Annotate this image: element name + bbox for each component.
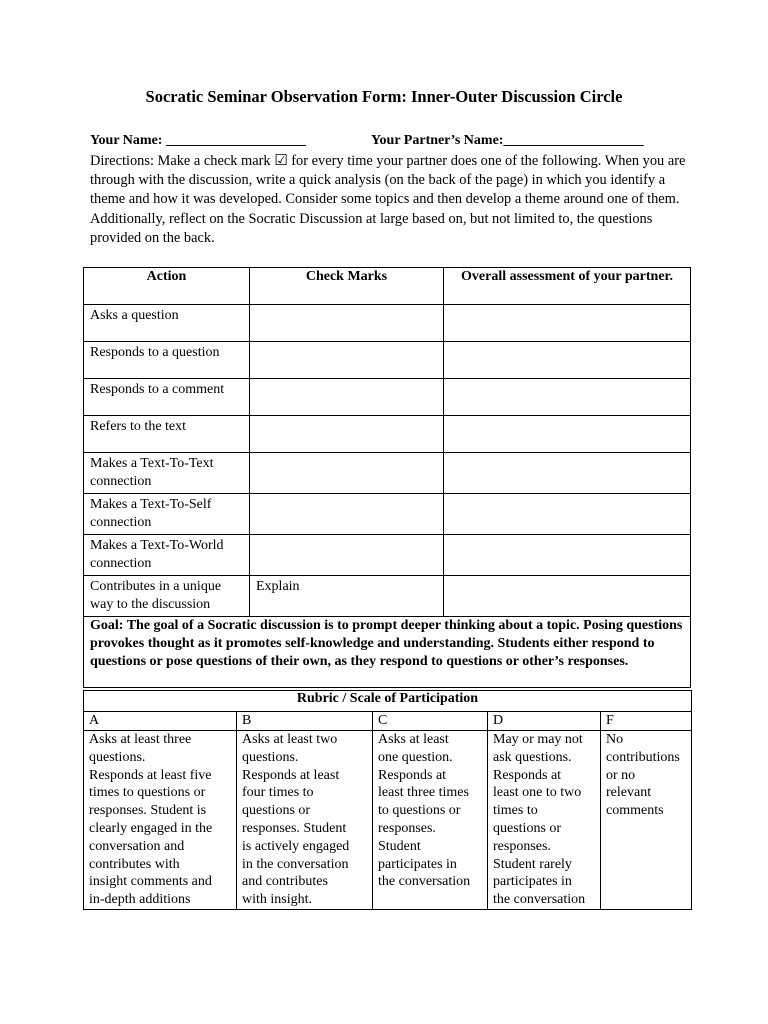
description-line: responses. Student is	[89, 803, 207, 819]
action-cell: Asks a question	[84, 305, 250, 342]
description-line: Responds at	[378, 767, 447, 783]
action-cell: Makes a Text-To-Text connection	[84, 453, 250, 494]
description-line: questions.	[242, 749, 299, 765]
description-line: least three times	[378, 785, 469, 801]
description-line: or no	[606, 767, 636, 783]
description-line: Responds at	[493, 767, 562, 783]
table-row	[84, 342, 691, 379]
action-cell: Responds to a question	[84, 342, 250, 379]
description-line: four times to	[242, 785, 314, 801]
observation-table	[83, 267, 691, 688]
description-line: and contributes	[242, 874, 328, 890]
description-line: participates in	[493, 874, 572, 890]
check-cell[interactable]	[250, 342, 444, 379]
directions-text	[90, 151, 690, 248]
rubric-title-row	[84, 691, 692, 712]
action-cell: Contributes in a unique way to the discussion	[84, 576, 250, 617]
description-line: responses. Student	[242, 820, 347, 836]
table-row	[84, 494, 691, 535]
description-line: the conversation	[493, 892, 586, 908]
assessment-cell[interactable]	[444, 305, 691, 342]
directions-rest: for every time your partner does one of the following. When you are through with the discussion, write a quick analysis (on the back of the page) in which you identify a theme and how it was developed. Consider some topics and then develop a theme around one of them. Additionally, reflect on the Socratic Discussion at large based on, but not limited to, the questions provided on the back.	[90, 153, 686, 246]
checkbox-icon: ☑	[274, 151, 288, 169]
assessment-cell[interactable]	[444, 576, 691, 617]
grade-b-description	[237, 731, 373, 910]
description-line: Asks at least	[378, 732, 449, 747]
description-line: times to questions or	[89, 785, 206, 801]
description-line: Student rarely	[493, 856, 572, 872]
description-line: with insight.	[242, 892, 313, 908]
description-line: clearly engaged in the	[89, 820, 213, 836]
check-cell[interactable]: Explain	[250, 576, 444, 617]
rubric-title: Rubric / Scale of Participation	[84, 691, 692, 712]
check-cell[interactable]	[250, 535, 444, 576]
goal-row	[84, 617, 691, 688]
assessment-cell[interactable]	[444, 453, 691, 494]
description-line: questions or	[493, 820, 562, 836]
grade-d-description	[488, 731, 601, 910]
directions-start: Directions: Make a check mark	[90, 153, 275, 169]
form-title: Socratic Seminar Observation Form: Inner-Outer Discussion Circle	[145, 87, 623, 106]
description-line: the conversation	[378, 874, 471, 890]
description-line: times to	[493, 803, 538, 819]
description-line: responses.	[493, 838, 551, 854]
grade-c: C	[373, 712, 488, 731]
description-line: conversation and	[89, 838, 185, 854]
description-line: is actively engaged	[242, 838, 350, 854]
description-line: questions or	[242, 803, 311, 819]
assessment-cell[interactable]	[444, 342, 691, 379]
description-line: May or may not	[493, 732, 583, 747]
table-row	[84, 535, 691, 576]
description-line: responses.	[378, 820, 436, 836]
assessment-cell[interactable]	[444, 494, 691, 535]
header-check-marks: Check Marks	[250, 268, 444, 305]
description-row	[84, 731, 692, 910]
grade-row	[84, 712, 692, 731]
grade-d: D	[488, 712, 601, 731]
assessment-cell[interactable]	[444, 379, 691, 416]
description-line: Asks at least two	[242, 732, 338, 747]
grade-a: A	[84, 712, 237, 731]
check-cell[interactable]	[250, 494, 444, 535]
description-line: Responds at least five	[89, 767, 212, 783]
action-cell: Makes a Text-To-World connection	[84, 535, 250, 576]
table-row	[84, 379, 691, 416]
action-cell: Responds to a comment	[84, 379, 250, 416]
check-cell[interactable]	[250, 453, 444, 494]
action-cell: Makes a Text-To-Self connection	[84, 494, 250, 535]
table-row	[84, 305, 691, 342]
assessment-cell[interactable]	[444, 535, 691, 576]
assessment-cell[interactable]	[444, 416, 691, 453]
grade-f-description	[601, 731, 692, 910]
check-cell[interactable]	[250, 416, 444, 453]
observation-header-row	[84, 268, 691, 305]
action-cell: Refers to the text	[84, 416, 250, 453]
grade-c-description	[373, 731, 488, 910]
header-action: Action	[84, 268, 250, 305]
description-line: one question.	[378, 749, 453, 765]
your-name-field[interactable]: Your Name: ____________________	[90, 133, 306, 148]
description-line: in-depth additions	[89, 892, 191, 908]
header-overall-assessment: Overall assessment of your partner.	[444, 268, 691, 305]
partner-name-field[interactable]: Your Partner’s Name:____________________	[371, 133, 644, 148]
table-row	[84, 576, 691, 617]
description-line: least one to two	[493, 785, 582, 801]
grade-a-description	[84, 731, 237, 910]
grade-f: F	[601, 712, 692, 731]
description-line: ask questions.	[493, 749, 572, 765]
description-line: to questions or	[378, 803, 461, 819]
description-line: No	[606, 732, 624, 747]
description-line: insight comments and	[89, 874, 212, 890]
table-row	[84, 453, 691, 494]
description-line: Asks at least three	[89, 732, 192, 747]
description-line: contributions	[606, 749, 680, 765]
check-cell[interactable]	[250, 305, 444, 342]
description-line: Responds at least	[242, 767, 340, 783]
grade-b: B	[237, 712, 373, 731]
description-line: Student	[378, 838, 421, 854]
description-line: in the conversation	[242, 856, 349, 872]
check-cell[interactable]	[250, 379, 444, 416]
description-line: comments	[606, 803, 664, 819]
table-row	[84, 416, 691, 453]
goal-text: Goal: The goal of a Socratic discussion is to prompt deeper thinking about a topic. Posing questions provokes thought as it promotes self-knowledge and understanding. Students either respond to questions or pose questions of their own, as they respond to questions or other’s responses.	[84, 617, 691, 688]
description-line: contributes with	[89, 856, 180, 872]
description-line: relevant	[606, 785, 652, 801]
rubric-table	[83, 690, 692, 910]
description-line: questions.	[89, 749, 146, 765]
description-line: participates in	[378, 856, 457, 872]
